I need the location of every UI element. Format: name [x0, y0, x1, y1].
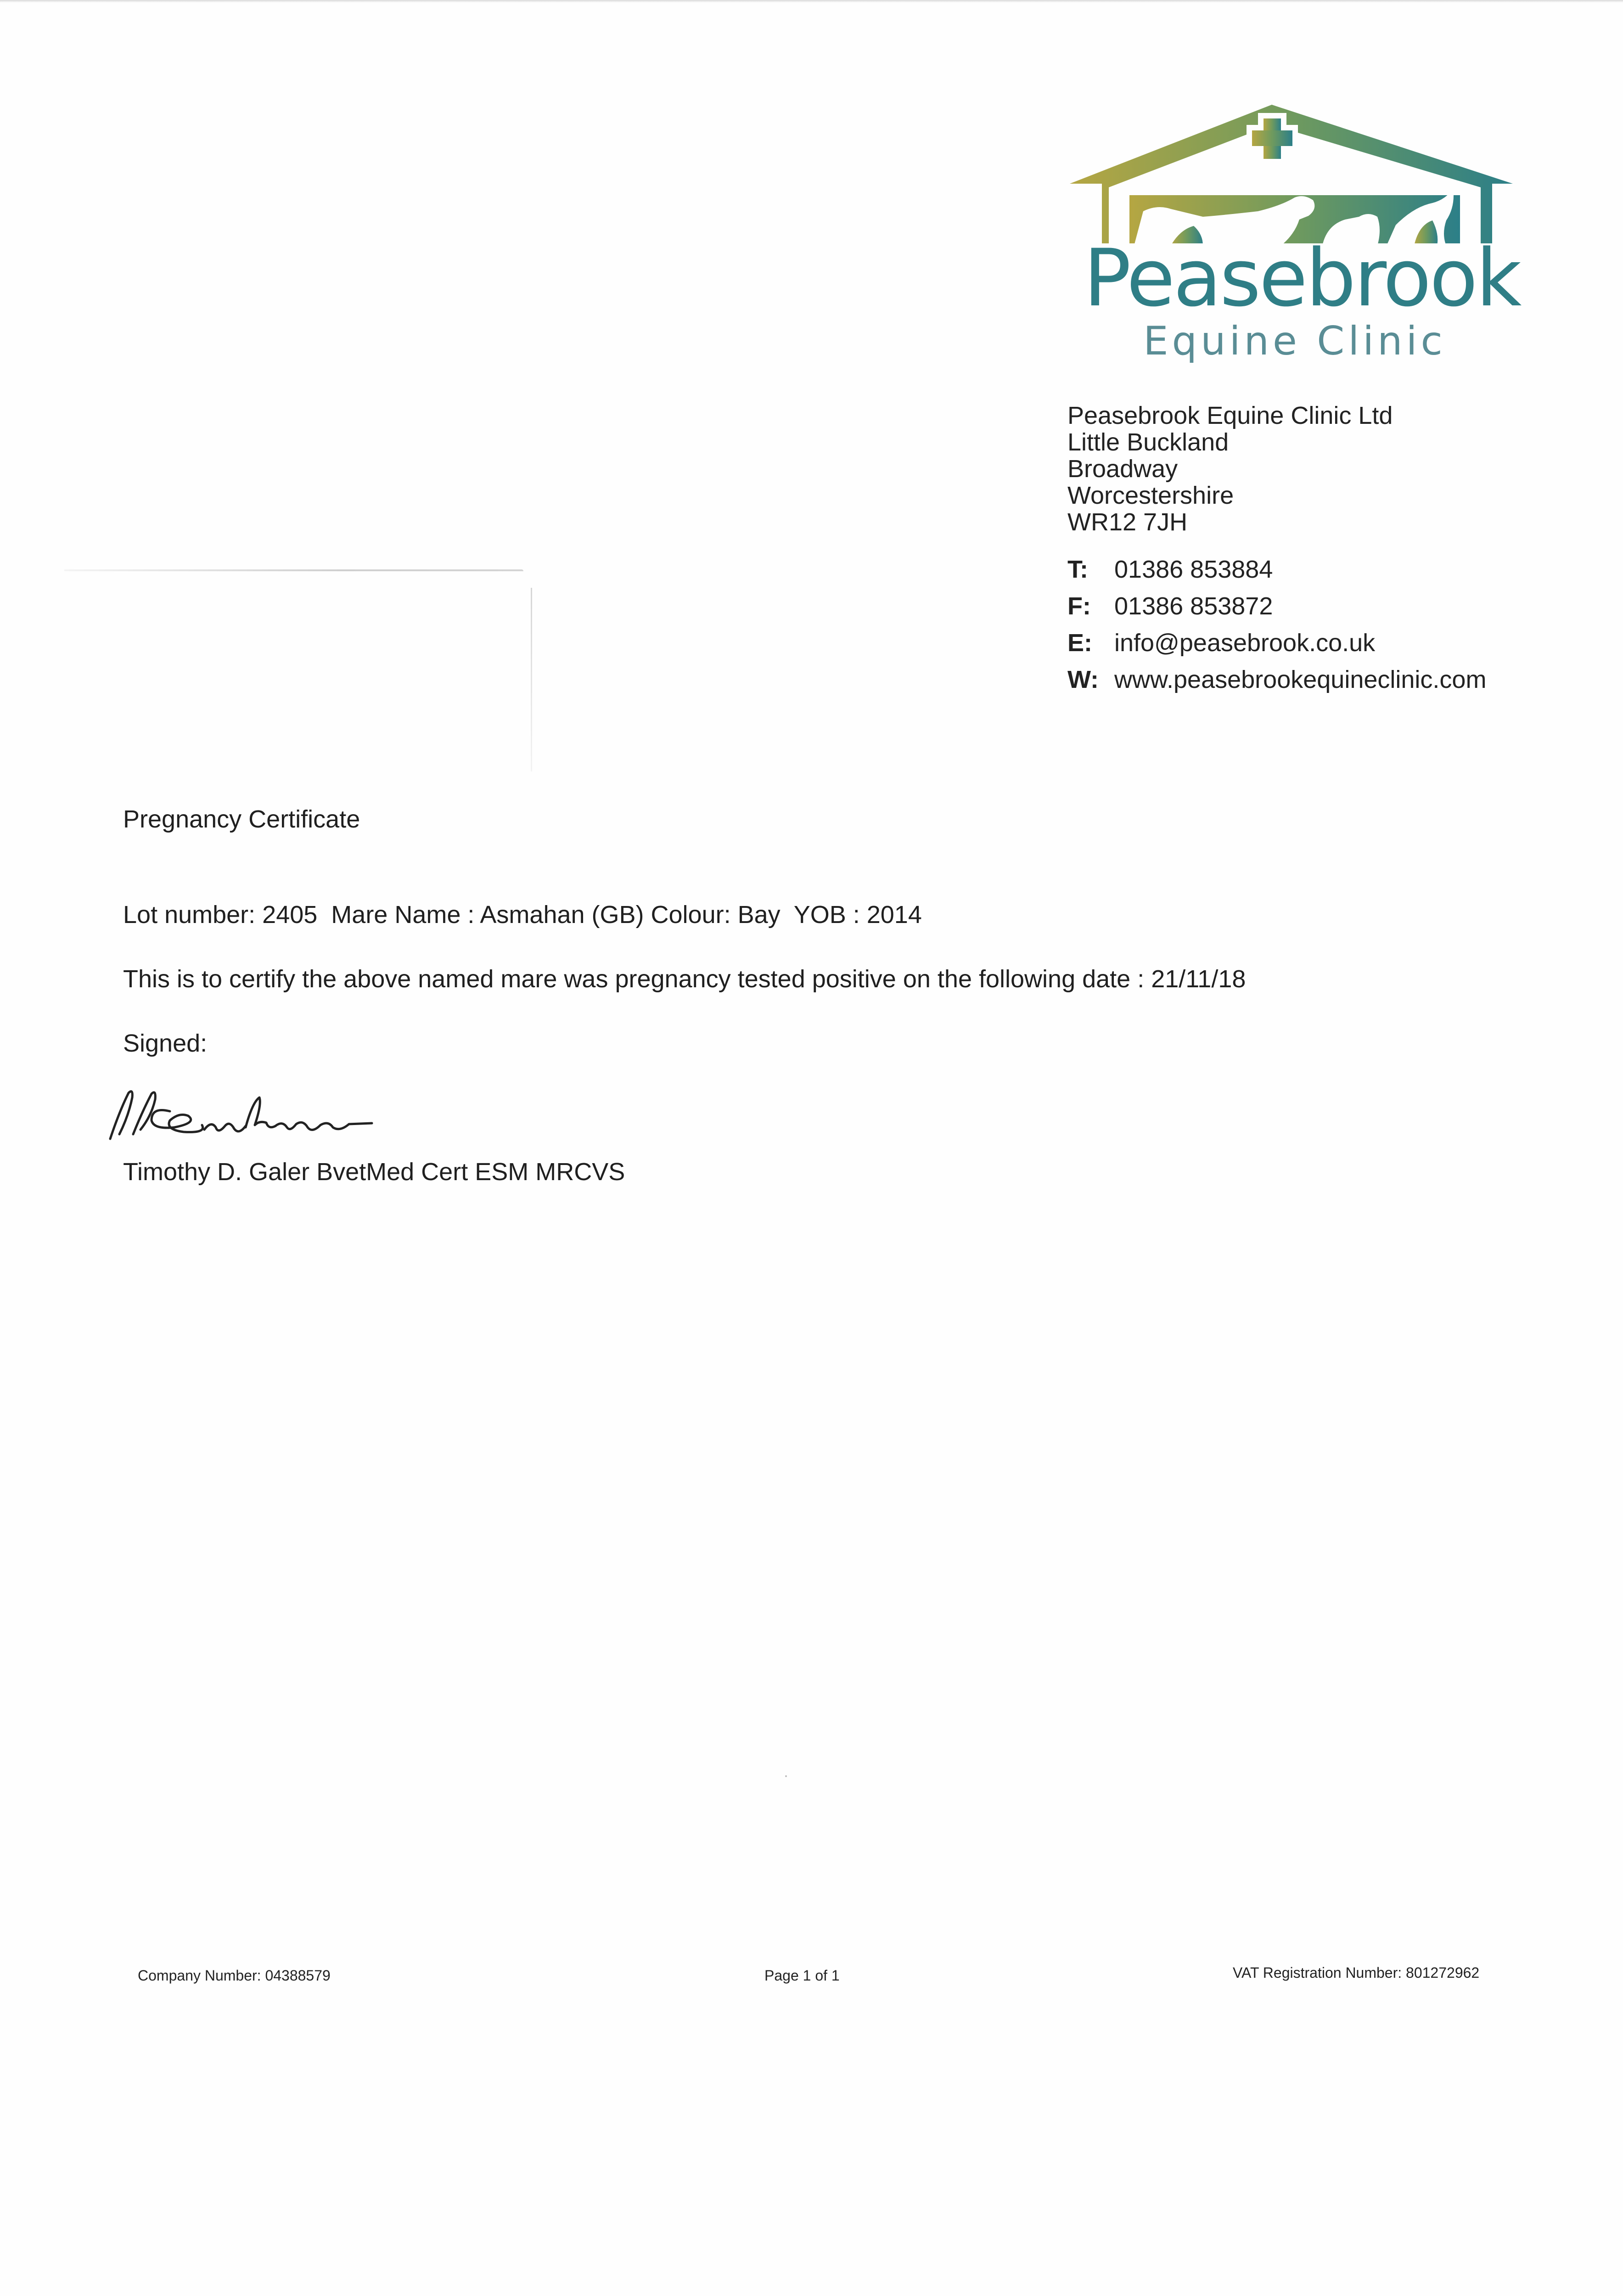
telephone-value: 01386 853884: [1114, 556, 1273, 583]
contact-email: [1067, 625, 1486, 661]
lot-details: Lot number: 2405 Mare Name : Asmahan (GB) Colour: Bay YOB : 2014: [123, 901, 922, 929]
page-number: Page 1 of 1: [764, 1967, 840, 1984]
house-animals-icon: [1065, 96, 1515, 243]
clinic-logo: [1065, 96, 1520, 372]
address-line: WR12 7JH: [1067, 508, 1188, 536]
signatory-name: Timothy D. Galer BvetMed Cert ESM MRCVS: [123, 1158, 625, 1186]
company-number: Company Number: 04388579: [138, 1967, 331, 1984]
website-value: www.peasebrookequineclinic.com: [1114, 666, 1487, 693]
envelope-window-edge: [64, 569, 523, 571]
contact-key: W:: [1067, 666, 1099, 693]
contact-key: F:: [1067, 592, 1091, 620]
address-line: Little Buckland: [1067, 428, 1229, 456]
fax-value: 01386 853872: [1114, 592, 1273, 620]
envelope-window-edge: [531, 588, 532, 771]
document-title: Pregnancy Certificate: [123, 805, 360, 833]
handwritten-signature: [101, 1084, 376, 1157]
clinic-address: [1067, 402, 1393, 535]
scan-speck: [785, 1775, 787, 1777]
signed-label: Signed:: [123, 1030, 208, 1057]
contact-details: [1067, 551, 1486, 698]
scan-top-edge: [0, 0, 1623, 3]
address-line: Worcestershire: [1067, 482, 1234, 509]
contact-key: T:: [1067, 556, 1088, 583]
contact-telephone: [1067, 551, 1486, 588]
address-line: Peasebrook Equine Clinic Ltd: [1067, 402, 1393, 429]
certification-statement: This is to certify the above named mare was pregnancy tested positive on the following date : 21/11/18: [123, 965, 1246, 993]
vat-number: VAT Registration Number: 801272962: [1233, 1964, 1480, 1981]
brand-subtitle: Equine Clinic: [1143, 318, 1446, 364]
contact-website: [1067, 661, 1486, 698]
brand-name: Peasebrook: [1084, 232, 1520, 324]
email-value: info@peasebrook.co.uk: [1114, 629, 1376, 657]
contact-key: E:: [1067, 629, 1092, 657]
address-line: Broadway: [1067, 455, 1178, 483]
contact-fax: [1067, 588, 1486, 625]
